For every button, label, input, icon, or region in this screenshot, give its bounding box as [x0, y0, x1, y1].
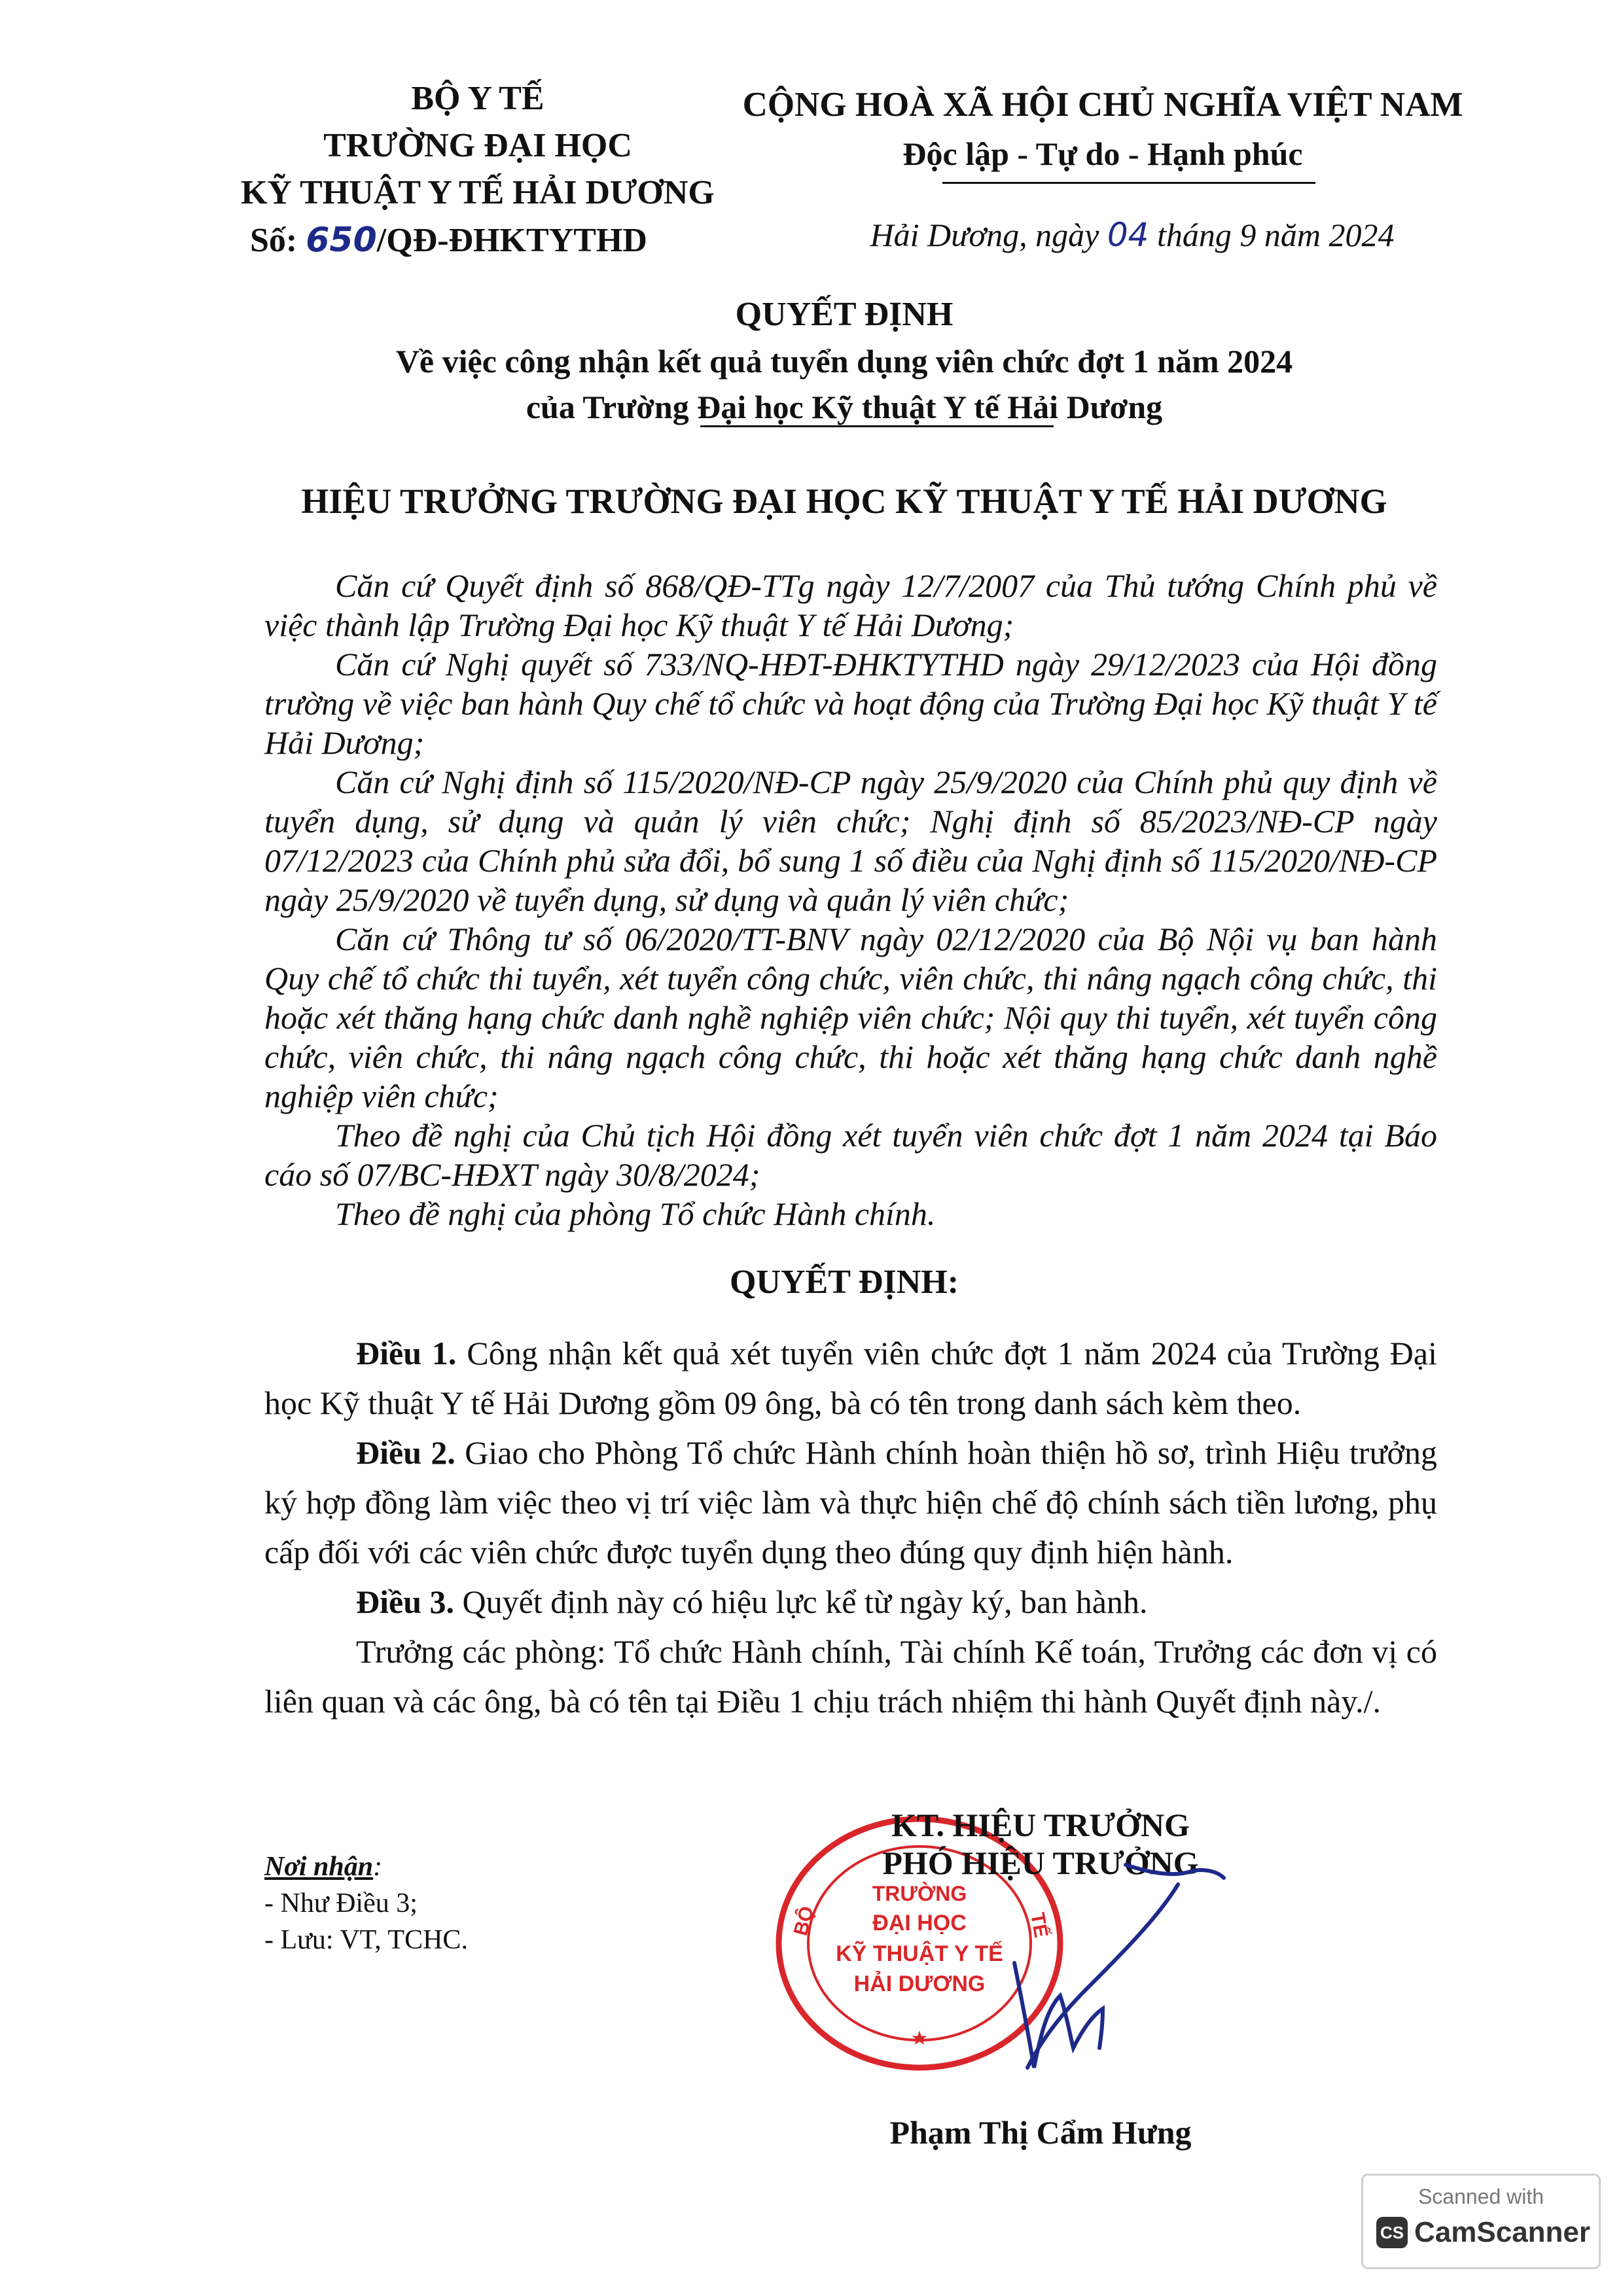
- basis-paragraph: Theo đề nghị của phòng Tổ chức Hành chính.: [335, 1195, 936, 1232]
- seal-right-text: TẾ: [1026, 1911, 1052, 1939]
- number-prefix: Số:: [250, 222, 306, 259]
- signer-name: Phạm Thị Cẩm Hưng: [889, 2114, 1192, 2151]
- seal-star-icon: ★: [910, 2027, 929, 2050]
- decision-subject-line2: của Trường Đại học Kỹ thuật Y tế Hải Dương: [526, 389, 1163, 425]
- issuer-block: [216, 75, 740, 264]
- dateline: [798, 216, 1466, 254]
- article-label: Điều 3.: [356, 1583, 454, 1620]
- article-3: [264, 1577, 1437, 1627]
- motto-underline: [942, 182, 1315, 184]
- issuing-authority: HIỆU TRƯỞNG TRƯỜNG ĐẠI HỌC KỸ THUẬT Y TẾ HẢI DƯƠNG: [301, 482, 1387, 521]
- article-2: [264, 1428, 1437, 1577]
- country-name: CỘNG HOÀ XÃ HỘI CHỦ NGHĨA VIỆT NAM: [742, 86, 1463, 124]
- seal-left-text: BỘ: [789, 1903, 819, 1938]
- signature-stroke: [1014, 1865, 1224, 2068]
- basis-paragraph: Theo đề nghị của Chủ tịch Hội đồng xét tuyển viên chức đợt 1 năm 2024 tại Báo cáo số 07/BC-HĐXT ngày 30/8/2024;: [264, 1117, 1437, 1193]
- decide-heading: QUYẾT ĐỊNH:: [729, 1263, 959, 1301]
- signer-capacity: KT. HIỆU TRƯỞNG: [891, 1807, 1190, 1843]
- camscanner-brand: [1376, 2216, 1590, 2249]
- basis-paragraph: Căn cứ Nghị quyết số 733/NQ-HĐT-ĐHKTYTHD ngày 29/12/2023 của Hội đồng trường về việc ban hành Quy chế tổ chức và hoạt động của Trường Đại học Kỹ thuật Y tế Hải Dương;: [264, 646, 1437, 761]
- seal-line-1: TRƯỜNG: [872, 1882, 967, 1905]
- signer-title: PHÓ HIỆU TRƯỞNG: [882, 1845, 1199, 1881]
- title-underline: [700, 425, 1054, 427]
- seal-line-3: KỸ THUẬT Y TẾ: [836, 1941, 1003, 1966]
- decision-title: [196, 291, 1492, 430]
- decision-subject-line1: Về việc công nhận kết quả tuyển dụng viên chức đợt 1 năm 2024: [395, 343, 1293, 380]
- camscanner-badge: [1361, 2174, 1601, 2269]
- number-suffix: /QĐ-ĐHKTYTHD: [376, 222, 647, 259]
- camscanner-name: CamScanner: [1414, 2216, 1591, 2248]
- handwritten-signature: [962, 1858, 1237, 2081]
- basis-paragraph: Căn cứ Nghị định số 115/2020/NĐ-CP ngày 25/9/2020 của Chính phủ quy định về tuyển dụng, sử dụng và quản lý viên chức; Nghị định số 85/2023/NĐ-CP ngày 07/12/2023 của Chính phủ sửa đổi, bổ sung 1 số điều của Nghị định số 115/2020/NĐ-CP ngày 25/9/2020 về tuyển dụng, sử dụng và quản lý viên chức;: [264, 764, 1437, 918]
- decision-heading: QUYẾT ĐỊNH: [735, 296, 954, 333]
- national-motto: Độc lập - Tự do - Hạnh phúc: [902, 135, 1303, 172]
- recipient-item: - Như Điều 3;: [264, 1888, 418, 1918]
- articles: [264, 1328, 1437, 1726]
- recipient-item: - Lưu: VT, TCHC.: [264, 1925, 468, 1955]
- recipients-heading: [264, 1848, 722, 1885]
- recipients-label: Nơi nhận: [264, 1852, 374, 1882]
- article-text: Công nhận kết quả xét tuyển viên chức đợt 1 năm 2024 của Trường Đại học Kỹ thuật Y tế Hải Dương gồm 09 ông, bà có tên trong danh sách kèm theo.: [264, 1335, 1438, 1421]
- handwritten-number: 650: [306, 221, 377, 260]
- seal-line-4: HẢI DƯƠNG: [853, 1971, 986, 1996]
- national-header: [733, 79, 1472, 177]
- handwritten-day: 04: [1107, 216, 1149, 254]
- article-text: Quyết định này có hiệu lực kể từ ngày ký, ban hành.: [454, 1583, 1148, 1620]
- school-name-line1: TRƯỜNG ĐẠI HỌC: [323, 127, 632, 164]
- legal-bases: [264, 566, 1437, 1233]
- seal-line-2: ĐẠI HỌC: [872, 1911, 967, 1935]
- article-label: Điều 2.: [356, 1434, 455, 1471]
- document-number: [216, 217, 740, 264]
- article-text: Trưởng các phòng: Tổ chức Hành chính, Tài chính Kế toán, Trưởng các đơn vị có liên quan và các ông, bà có tên tại Điều 1 chịu trách nhiệm thi hành Quyết định này./.: [264, 1633, 1437, 1720]
- basis-paragraph: Căn cứ Quyết định số 868/QĐ-TTg ngày 12/7/2007 của Thủ tướng Chính phủ về việc thành lập Trường Đại học Kỹ thuật Y tế Hải Dương;: [264, 567, 1437, 643]
- article-label: Điều 1.: [356, 1335, 457, 1371]
- basis-paragraph: Căn cứ Thông tư số 06/2020/TT-BNV ngày 02/12/2020 của Bộ Nội vụ ban hành Quy chế tổ chức thi tuyển, xét tuyển công chức, viên chức, thi nâng ngạch công chức, thi hoặc xét thăng hạng chức danh nghề nghiệp viên chức; Nội quy thi tuyển, xét tuyển công chức, viên chức, thi nâng ngạch công chức, thi hoặc xét thăng hạng chức danh nghề nghiệp viên chức;: [264, 921, 1437, 1114]
- ministry-name: BỘ Y TẾ: [411, 80, 544, 117]
- article-text: Giao cho Phòng Tổ chức Hành chính hoàn thiện hồ sơ, trình Hiệu trưởng ký hợp đồng làm việc theo vị trí việc làm và thực hiện chế độ chính sách tiền lương, phụ cấp đối với các viên chức được tuyển dụng theo đúng quy định hiện hành.: [264, 1434, 1437, 1570]
- scanned-with-text: Scanned with: [1418, 2185, 1544, 2208]
- date-suffix: tháng 9 năm 2024: [1149, 217, 1395, 253]
- camscanner-logo-icon: CS: [1376, 2217, 1408, 2248]
- school-name-line2: KỸ THUẬT Y TẾ HẢI DƯƠNG: [241, 174, 715, 211]
- implementation-clause: [264, 1627, 1437, 1726]
- recipients-colon: :: [373, 1852, 383, 1882]
- date-prefix: Hải Dương, ngày: [870, 217, 1107, 253]
- recipients: [264, 1848, 722, 1958]
- article-1: [264, 1328, 1437, 1428]
